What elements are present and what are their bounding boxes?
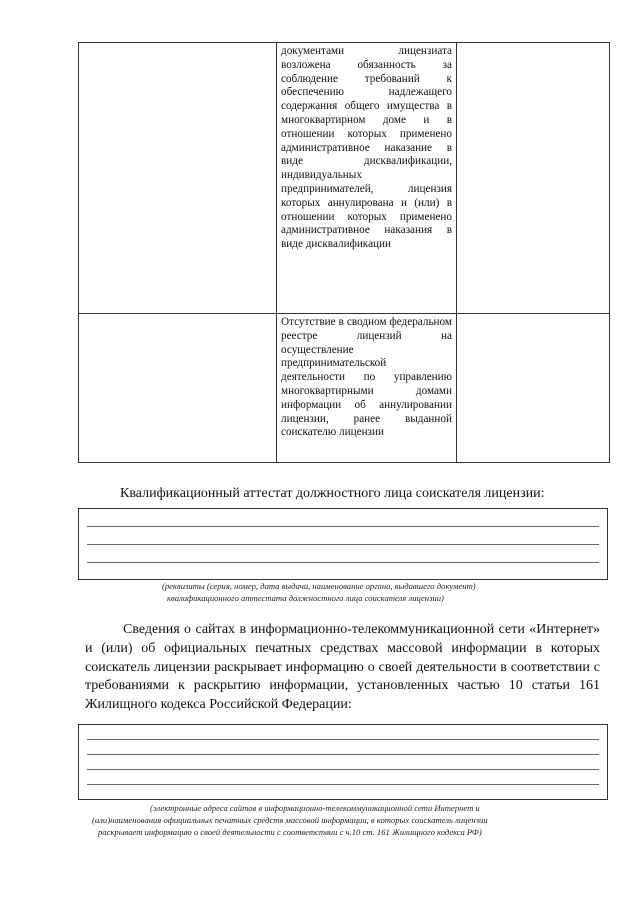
cell-text — [457, 43, 609, 45]
fill-line — [87, 526, 599, 527]
table-row — [79, 314, 610, 463]
fill-line — [87, 562, 599, 563]
websites-paragraph: Сведения о сайтах в информационно-телекоммуникационной сети «Интернет» и (или) об официальных печатных средствах массовой информации в которых соискатель лицензии раскрывает информацию о своей деятельности в соответствии с требованиями к раскрытию информации, установленных частью 10 статьи 161 Жилищного кодекса Российской Федерации: — [85, 622, 600, 713]
cell-text: документами лицензиата возложена обязанность за соблюдение требований к обеспечению надлежащего содержания общего имущества в многоквартирном доме и в отношении которых применено административное наказание в виде дисквалификации, индивидуальных предпринимателей, лицензия которых аннулирована и (или) в отношении которых применено административное наказания в виде дисквалификации — [281, 45, 452, 251]
cell-text — [457, 314, 609, 316]
fill-line — [87, 784, 599, 785]
table-cell-empty — [79, 314, 277, 463]
attestat-caption: (реквизиты (серия, номер, дата выдачи, наименование органа, выдавшего документ) — [162, 581, 476, 591]
attestat-input-box[interactable] — [78, 508, 608, 580]
table-cell-empty — [457, 43, 610, 314]
table-row — [79, 43, 610, 314]
fill-line — [87, 769, 599, 770]
requirements-table — [78, 42, 610, 463]
cell-text: Отсутствие в сводном федеральном реестре лицензий на осуществление предпринимательской деятельности по управлению многоквартирными домами информации об аннулировании лицензии, ранее выданной соискателю лицензии — [281, 316, 452, 439]
websites-caption: (или)наименования официальных печатных средств массовой информации, в которых соискатель лицензии — [92, 815, 488, 825]
cell-text — [79, 314, 276, 316]
table-cell-requirement — [277, 43, 457, 314]
attestat-caption: квалификационного аттестата должностного лица соискателя лицензии) — [167, 593, 444, 603]
table-cell-empty — [79, 43, 277, 314]
websites-caption: раскрывает информацию о своей деятельности с соответствии с ч.10 ст. 161 Жилищного кодекса РФ) — [98, 827, 482, 837]
table-cell-empty — [457, 314, 610, 463]
websites-caption: (электронные адреса сайтов в информационно-телекоммуникационной сети Интернет и — [150, 803, 480, 813]
attestat-heading: Квалификационный аттестат должностного лица соискателя лицензии: — [120, 486, 545, 501]
websites-input-box[interactable] — [78, 724, 608, 800]
cell-text — [79, 43, 276, 45]
fill-line — [87, 739, 599, 740]
fill-line — [87, 544, 599, 545]
fill-line — [87, 754, 599, 755]
table-cell-requirement — [277, 314, 457, 463]
